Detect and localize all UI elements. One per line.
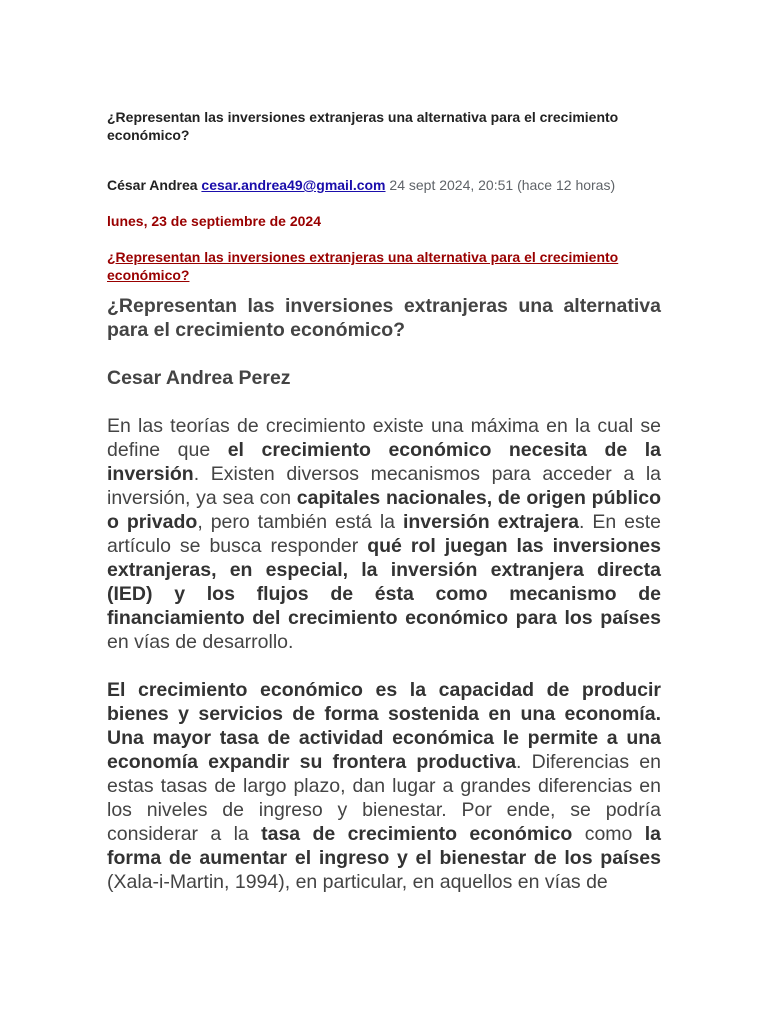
p1-text-3: , pero también está la	[197, 511, 403, 533]
p1-bold-4: qué rol juegan las inversiones extranjeras, en especial, la inversión extranjera directa (IED) y los flujos de ésta como mecanismo de financiamiento del crecimiento económico para los países	[107, 535, 661, 629]
p1-bold-3: inversión extrajera	[402, 511, 579, 533]
p1-bold-2: capitales nacionales, de origen público o privado	[107, 487, 661, 533]
p1-text-5: en vías de desarrollo.	[107, 631, 294, 653]
email-timestamp: 24 sept 2024, 20:51 (hace 12 horas)	[389, 177, 616, 193]
email-subject: ¿Representan las inversiones extranjeras una alternativa para el crecimiento económico?	[107, 109, 619, 143]
p1-text-1: En las teorías de crecimiento existe una máxima en la cual se define que	[107, 415, 661, 461]
p2-bold-2: tasa de crecimiento económico	[261, 823, 573, 845]
p2-text-2: como	[572, 823, 645, 845]
paragraph-1	[107, 414, 661, 654]
p2-text-3: (Xala-i-Martin, 1994), en particular, en aquellos en vías de	[107, 871, 608, 893]
post-title-link[interactable]: ¿Representan las inversiones extranjeras una alternativa para el crecimiento económico?	[107, 249, 619, 283]
email-meta	[107, 176, 661, 194]
p1-text-4: . En este artículo se busca responder	[107, 511, 661, 557]
p1-bold-1: el crecimiento económico necesita de la inversión	[107, 439, 661, 485]
sender-email-link[interactable]: cesar.andrea49@gmail.com	[201, 177, 386, 193]
article-title: ¿Representan las inversiones extranjeras una alternativa para el crecimiento económico?	[107, 295, 661, 341]
sender-name: César Andrea	[107, 177, 198, 193]
paragraph-2	[107, 678, 661, 894]
p2-text-1: . Diferencias en estas tasas de largo plazo, dan lugar a grandes diferencias en los niveles de ingreso y bienestar. Por ende, se podría considerar a la	[107, 751, 662, 845]
p2-bold-3: la forma de aumentar el ingreso y el bienestar de los países	[107, 823, 661, 869]
article-author: Cesar Andrea Perez	[107, 367, 291, 389]
document-page	[107, 108, 661, 894]
p2-bold-1: El crecimiento económico es la capacidad de producir bienes y servicios de forma sostenida en una economía. Una mayor tasa de actividad económica le permite a una economía expandir su frontera productiva	[107, 679, 661, 773]
p1-text-2: . Existen diversos mecanismos para acceder a la inversión, ya sea con	[107, 463, 661, 509]
post-date: lunes, 23 de septiembre de 2024	[107, 213, 321, 229]
